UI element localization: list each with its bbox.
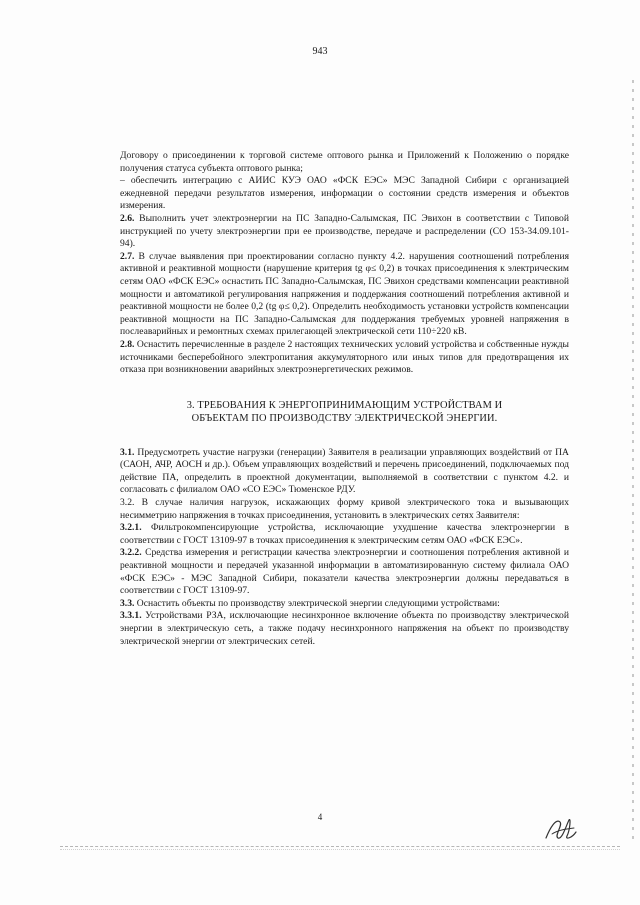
clause-number: 2.6. bbox=[120, 212, 135, 224]
paragraph-3-1 bbox=[120, 447, 569, 497]
clause-number: 3.2.1. bbox=[120, 522, 142, 534]
handwritten-signature bbox=[540, 808, 580, 848]
paragraph-bullet: – обеспечить интеграцию с АИИС КУЭ ОАО «ФСК ЕЭС» МЭС Западной Сибири с организацией ежедневной передачи результатов измерения, информации о состоянии средств измерения и объектов измерения. bbox=[120, 175, 569, 212]
clause-number: 2.7. bbox=[120, 250, 135, 262]
paragraph-2-7 bbox=[120, 251, 569, 339]
clause-text: Фильтрокомпенсирующие устройства, исключающие ухудшение качества электроэнергии в соответствии с ГОСТ 13109-97 в точках присоединения к электрическим сетям ОАО «ФСК ЕЭС». bbox=[120, 522, 569, 546]
paragraph-3-3 bbox=[120, 598, 569, 611]
clause-text: Устройствами РЗА, исключающие несинхронное включение объекта по производству электрической энергии в электрическую сеть, а также подачу несинхронного напряжения на объект по производству электрической энергии от электрических сетей. bbox=[120, 610, 569, 647]
sheet-number: 943 bbox=[312, 46, 328, 57]
paragraph-2-6 bbox=[120, 213, 569, 251]
paragraph-intro: Договору о присоединении к торговой системе оптового рынка и Приложений к Положению о порядке получения статуса субъекта оптового рынка; bbox=[120, 150, 569, 174]
clause-text: Выполнить учет электроэнергии на ПС Западно-Салымская, ПС Эвихон в соответствии с Типовой инструкцией по учету электроэнергии при ее производстве, передаче и распределении (СО 153-34.09.101-94). bbox=[120, 212, 569, 250]
document-body bbox=[120, 150, 569, 648]
clause-text: Средства измерения и регистрации качества электроэнергии и соотношения потребления активной и реактивной мощности и передачей указанной информации в автоматизированную систему филиала ОАО «ФСК ЕЭС» - МЭС Западной Сибири, показатели качества электроэнергии должны передаваться в соответствии с ГОСТ 13109-97. bbox=[120, 547, 569, 597]
paragraph-3-2: 3.2. В случае наличия нагрузок, искажающих форму кривой электрического тока и вызывающих несимметрию напряжения в точках присоединения, установить в электрических сетях Заявителя: bbox=[120, 497, 569, 521]
paragraph-3-2-1 bbox=[120, 522, 569, 547]
clause-number: 3.3. bbox=[120, 597, 135, 609]
clause-text: Оснастить перечисленные в разделе 2 настоящих технических условий устройства и собственные нужды источниками бесперебойного электропитания аккумуляторного или иных типов для предотвращения их отказа при возникновении аварийных электроэнергетических режимов. bbox=[120, 338, 569, 376]
paragraph-3-3-1 bbox=[120, 610, 569, 648]
heading-line-2: ОБЪЕКТАМ ПО ПРОИЗВОДСТВУ ЭЛЕКТРИЧЕСКОЙ ЭНЕРГИИ. bbox=[191, 412, 498, 424]
bottom-rule bbox=[60, 846, 620, 847]
clause-number: 3.3.1. bbox=[120, 610, 142, 622]
clause-number: 3.1. bbox=[120, 446, 135, 458]
clause-number: 2.8. bbox=[120, 338, 135, 350]
clause-text: Предусмотреть участие нагрузки (генерации) Заявителя в реализации управляющих воздействий от ПА (САОН, АЧР, АОСН и др.). Объем управляющих воздействий и перечень присоединений, подключаемых под действие ПА, определить в проектной документации, выполняемой в соответствии с пунктом 4.2. и согласовать с филиалом ОАО «СО ЕЭС» Тюменское РДУ. bbox=[120, 446, 569, 496]
scan-edge-marks bbox=[632, 80, 634, 840]
clause-text: Оснастить объекты по производству электрической энергии следующими устройствами: bbox=[134, 597, 500, 609]
section-heading bbox=[120, 399, 569, 425]
clause-number: 3.2.2. bbox=[120, 547, 142, 559]
paragraph-2-8 bbox=[120, 339, 569, 377]
clause-text: В случае выявления при проектировании согласно пункту 4.2. нарушения соотношений потребления активной и реактивной мощности (нарушение критерия tg φ≤ 0,2) в точках присоединения к электрическим сетям ОАО «ФСК ЕЭС» оснастить ПС Западно-Салымская, ПС Эвихон средствами компенсации реактивной мощности и автоматикой регулирования напряжения и поддержания соотношений потребления активной и реактивной мощности не более 0,2 (tg φ≤ 0,2). Определить необходимость установки устройств компенсации реактивной мощности на ПС Западно-Салымская для поддержания требуемых уровней напряжения в послеаварийных и ремонтных схемах прилегающей электрической сети 110÷220 кВ. bbox=[120, 250, 569, 338]
paragraph-3-2-2 bbox=[120, 547, 569, 597]
bottom-rule-secondary bbox=[60, 849, 620, 850]
heading-line-1: 3. ТРЕБОВАНИЯ К ЭНЕРГОПРИНИМАЮЩИМ УСТРОЙСТВАМ И bbox=[186, 399, 503, 411]
page-number: 4 bbox=[317, 812, 323, 822]
